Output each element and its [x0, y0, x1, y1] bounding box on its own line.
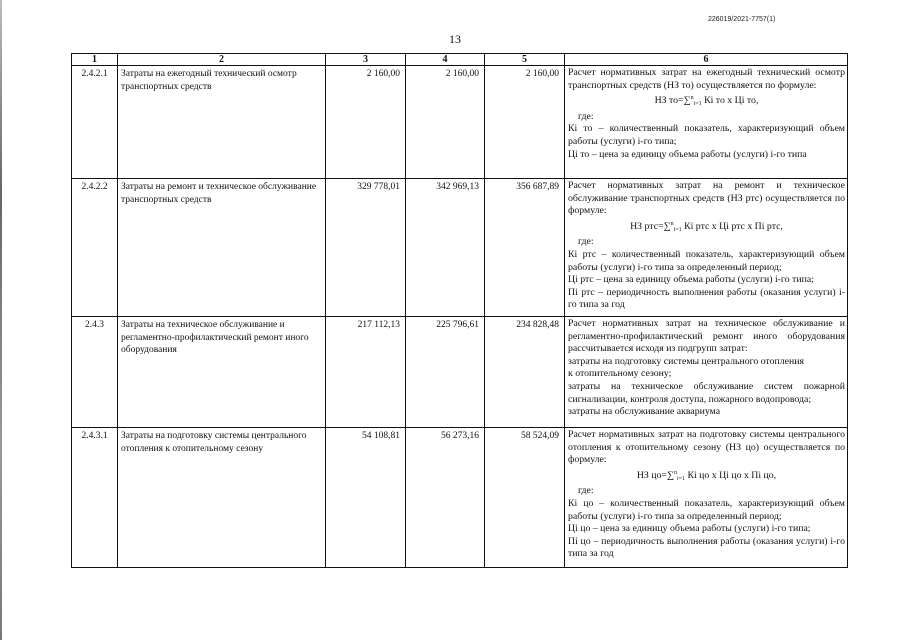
- subgroup: затраты на техническое обслуживание систем пожарной сигнализации, контроля доступа, пожарного водопровода;: [568, 380, 845, 405]
- table-row: [72, 179, 848, 317]
- row-description: [565, 428, 848, 568]
- row-description: [565, 317, 848, 428]
- row-value-3: 234 828,48: [485, 317, 565, 428]
- row-value-1: 217 112,13: [326, 317, 406, 428]
- formula-left: НЗ ртс=: [630, 220, 664, 232]
- col-header-6: 6: [565, 54, 848, 66]
- table-row: [72, 428, 848, 568]
- row-value-3: 58 524,09: [485, 428, 565, 568]
- row-value-1: 54 108,81: [326, 428, 406, 568]
- definition: Цi то – цена за единицу объема работы (услуги) i-го типа: [568, 148, 807, 160]
- row-description: [565, 66, 848, 179]
- row-name: Затраты на подготовку системы центрального отопления к отопительному сезону: [118, 428, 326, 568]
- definition: Пi цо – периодичность выполнения работы (оказания услуги) i-го типа за год: [568, 535, 845, 560]
- col-header-4: 4: [406, 54, 485, 66]
- formula-right: Кi ртс х Цi ртс х Пi ртс,: [684, 220, 783, 232]
- col-header-1: 1: [72, 54, 118, 66]
- header-row: [72, 54, 848, 66]
- subgroup-continued: к отопительному сезону;: [568, 368, 672, 380]
- row-value-1: 2 160,00: [326, 66, 406, 179]
- row-code: 2.4.2.1: [72, 66, 118, 179]
- row-value-3: 2 160,00: [485, 66, 565, 179]
- row-code: 2.4.3: [72, 317, 118, 428]
- scan-edge: [0, 0, 2, 640]
- definition: Кi ртс – количественный показатель, характеризующий объем работы (услуги) i-го типа за определенный период;: [568, 248, 845, 273]
- row-value-2: 2 160,00: [406, 66, 485, 179]
- row-name: Затраты на техническое обслуживание и регламентно-профилактический ремонт иного оборудования: [118, 317, 326, 428]
- definition: Кi цо – количественный показатель, характеризующий объем работы (услуги) i-го типа за определенный период;: [568, 497, 845, 522]
- formula-right: Кi цо х Цi цо х Пi цо,: [687, 469, 777, 481]
- description-intro: Расчет нормативных затрат на ежегодный технический осмотр транспортных средств (НЗ то) осуществляется по формуле:: [568, 67, 845, 91]
- formula: [568, 218, 845, 237]
- description-intro: Расчет нормативных затрат на техническое обслуживание и регламентно-профилактический ремонт иного оборудования рассчитывается исходя из подгрупп затрат:: [568, 318, 845, 355]
- subgroup: затраты на обслуживание аквариума: [568, 406, 721, 418]
- definition: Кi то – количественный показатель, характеризующий объем работы (услуги) i-го типа;: [568, 123, 845, 147]
- definition: Цi ртс – цена за единицу объема работы (услуги) i-го типа;: [568, 274, 814, 286]
- col-header-5: 5: [485, 54, 565, 66]
- formula: [568, 92, 845, 111]
- sum-symbol: ∑$^n_{i=1}$: [683, 95, 702, 108]
- row-code: 2.4.3.1: [72, 428, 118, 568]
- row-value-2: 225 796,61: [406, 317, 485, 428]
- description-intro: Расчет нормативных затрат на подготовку системы центрального отопления к отопительному сезону (НЗ цо) осуществляется по формуле:: [568, 429, 845, 466]
- where-label: где:: [578, 110, 594, 122]
- row-value-1: 329 778,01: [326, 179, 406, 317]
- col-header-3: 3: [326, 54, 406, 66]
- row-value-2: 342 969,13: [406, 179, 485, 317]
- sum-symbol: ∑$^n_{i=1}$: [666, 469, 686, 482]
- where-label: где:: [578, 236, 594, 248]
- definition: Пi ртс – периодичность выполнения работы (оказания услуги) i-го типа за год: [568, 286, 845, 311]
- table-row: [72, 317, 848, 428]
- description-intro: Расчет нормативных затрат на ремонт и техническое обслуживание транспортных средств (НЗ ртс) осуществляется по формуле:: [568, 180, 845, 217]
- table-row: [72, 66, 848, 179]
- formula-left: НЗ цо=: [636, 469, 667, 481]
- subgroup: затраты на подготовку системы центрального отопления: [568, 355, 805, 367]
- sum-symbol: ∑$^n_{i=1}$: [663, 220, 682, 233]
- cost-table: [71, 53, 848, 568]
- definition: Цi цо – цена за единицу объема работы (услуги) i-го типа;: [568, 523, 811, 535]
- formula-right: Кi то х Цi то,: [704, 95, 759, 107]
- document-id: 226019/2021-7757(1): [708, 16, 776, 23]
- row-code: 2.4.2.2: [72, 179, 118, 317]
- row-name: Затраты на ремонт и техническое обслуживание транспортных средств: [118, 179, 326, 317]
- page-number: 13: [449, 32, 461, 46]
- where-label: где:: [578, 485, 594, 497]
- formula: [568, 467, 845, 486]
- row-description: [565, 179, 848, 317]
- formula-left: НЗ то=: [654, 95, 684, 107]
- row-name: Затраты на ежегодный технический осмотр транспортных средств: [118, 66, 326, 179]
- col-header-2: 2: [118, 54, 326, 66]
- row-value-2: 56 273,16: [406, 428, 485, 568]
- row-value-3: 356 687,89: [485, 179, 565, 317]
